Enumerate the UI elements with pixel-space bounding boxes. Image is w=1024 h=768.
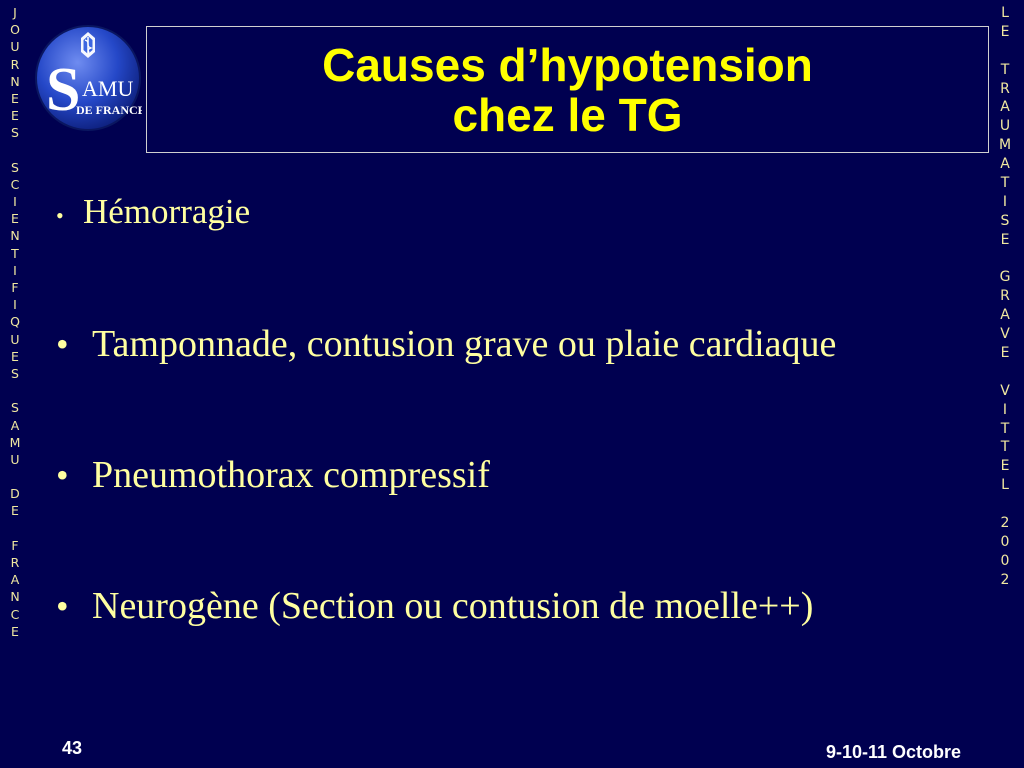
side-banner-letter: I [13,297,17,313]
side-banner-letter: F [11,537,19,553]
side-banner-letter: A [10,572,20,588]
side-banner-letter: T [1000,175,1010,192]
side-banner-letter: E [11,90,19,106]
side-banner-letter: S [1000,212,1010,229]
side-banner-left [5,4,25,640]
bullet-text: Tamponnade, contusion grave ou plaie cardiaque [92,323,837,365]
side-banner-letter: E [11,108,19,124]
bullet-text: Hémorragie [83,192,251,231]
side-banner-letter: C [10,176,20,192]
side-banner-letter: E [1000,345,1010,362]
side-banner-letter: O [10,22,20,38]
side-banner-letter: L [1001,5,1009,21]
bullet-text: Neurogène (Section ou contusion de moelle++) [92,585,814,627]
side-banner-letter: Q [10,314,20,330]
side-banner-letter: E [11,211,19,227]
side-banner-letter: T [11,245,19,261]
side-banner-letter: R [10,555,20,570]
side-banner-letter: E [1000,23,1010,40]
side-banner-letter: A [1000,156,1010,173]
side-banner-letter: 0 [1000,552,1010,569]
side-banner-letter: S [11,400,19,416]
side-banner-letter: M [9,434,21,450]
logo-initial: S [46,56,81,124]
side-banner-letter: U [999,118,1011,135]
side-banner-letter: D [10,486,20,502]
side-banner-letter: 0 [1000,533,1010,550]
bullet-text: Pneumothorax compressif [92,454,490,496]
side-banner-letter: S [11,365,19,381]
bullet-icon: • [56,455,69,495]
side-banner-letter: E [1000,458,1010,475]
title-line-1: Causes d’hypotension [322,38,813,91]
side-banner-letter: U [10,451,20,467]
side-banner-letter: G [999,269,1011,286]
side-banner-letter: T [1000,61,1010,78]
side-banner-letter: 2 [1000,571,1010,588]
side-banner-letter: U [10,331,20,347]
side-banner-letter: T [1000,439,1010,456]
side-banner-letter: J [13,5,17,20]
side-banner-letter: A [10,417,20,433]
side-banner-letter: E [1000,231,1010,248]
side-banner-letter: R [10,56,20,72]
side-banner-letter: A [1000,99,1010,116]
side-banner-letter: E [11,623,19,639]
title-line-2: chez le TG [452,88,683,141]
side-banner-letter: V [1000,382,1010,399]
bullet-list [56,0,996,768]
side-banner-letter: N [10,73,20,89]
side-banner-letter: S [11,125,19,141]
bullet-item [56,322,836,366]
side-banner-letter: A [1000,307,1010,324]
side-banner-letter: F [11,280,19,295]
side-banner-letter: I [1002,193,1008,210]
bullet-icon: • [56,203,64,228]
side-banner-letter: I [1002,401,1008,418]
footer-date: 9-10-11 Octobre [826,742,962,762]
bullet-icon: • [56,324,69,364]
side-banner-letter: I [13,262,17,278]
side-banner-letter: U [10,39,20,55]
page-number: 43 [62,738,83,758]
side-banner-letter: N [10,589,20,605]
side-banner-letter: E [11,348,19,364]
bullet-item [56,453,490,497]
side-banner-letter: N [10,228,20,244]
side-banner-letter: 2 [1000,515,1010,532]
side-banner-letter: V [1000,326,1010,343]
side-banner-letter: E [11,503,19,519]
side-banner-letter: R [1000,288,1010,305]
side-banner-letter: M [998,137,1012,154]
side-banner-letter: I [13,194,17,210]
side-banner-letter: T [1000,420,1010,437]
side-banner-letter: C [10,606,20,622]
bullet-icon: • [56,586,69,626]
side-banner-letter: S [11,159,19,175]
side-banner-letter: L [1001,477,1009,494]
side-banner-right [995,4,1015,590]
bullet-item [56,192,250,232]
bullet-item [56,584,813,628]
logo-word: AMU [82,76,134,101]
side-banner-letter: R [1000,80,1010,97]
logo-sub: DE FRANCE [76,103,142,117]
